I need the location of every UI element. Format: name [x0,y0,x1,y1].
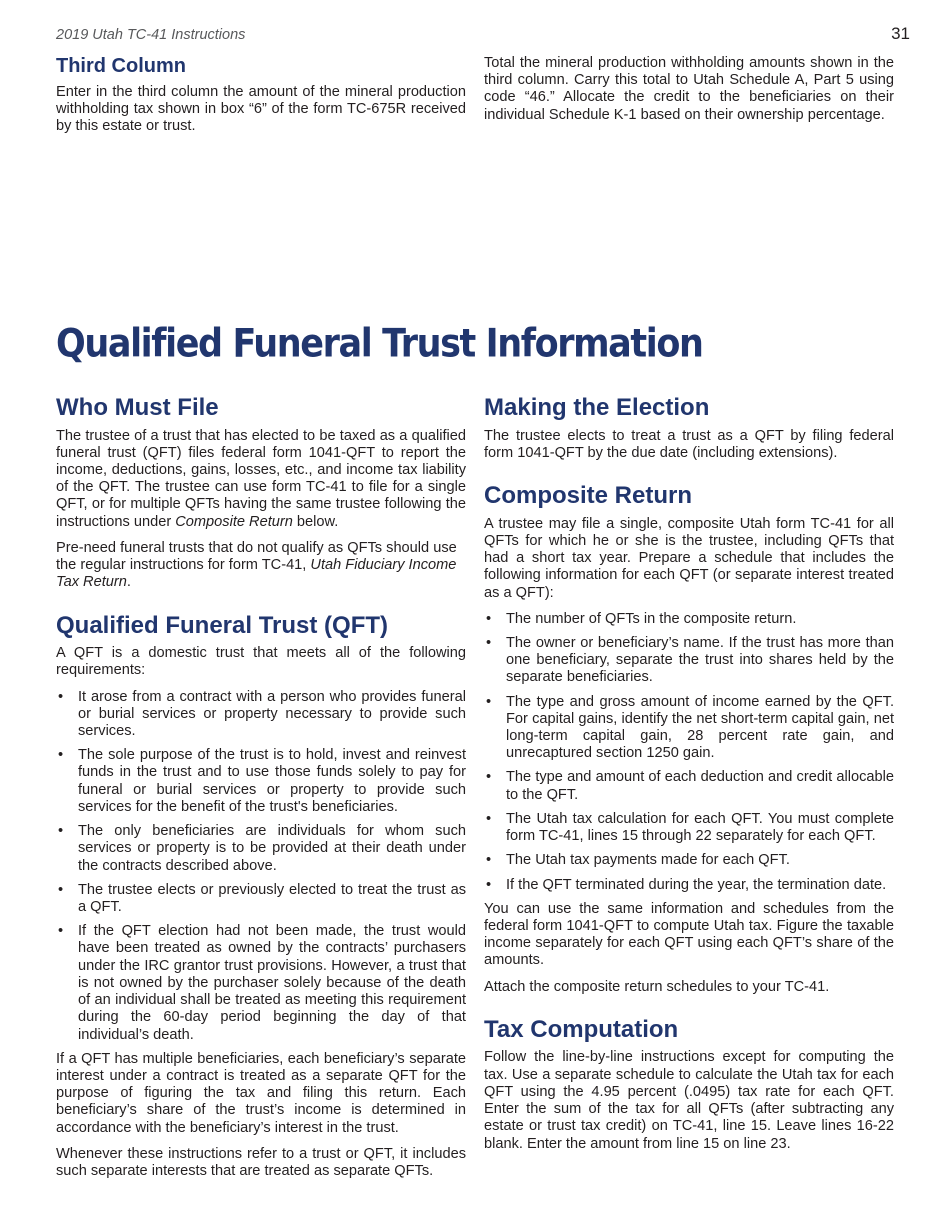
list-item: • The trustee elects or previously elected to treat the trust as a QFT. [56,882,466,916]
page-number: 31 [891,24,910,43]
same-information-paragraph: You can use the same information and schedules from the federal form 1041-QFT to compute Utah tax. Figure the taxable income separately for each QFT using each QFT’s share of the amounts. [484,900,894,969]
list-item: • The owner or beneficiary’s name. If the trust has more than one beneficiary, separate the trust into shares held by the separate beneficiaries. [484,635,894,687]
total-text: Total the mineral production withholding amounts shown in the third column. Carry this total to Utah Schedule A, Part 5 using code “46.” Allocate the credit to the beneficiaries on their individual Schedule K-1 based on their ownership percentage. [484,55,894,123]
page-title: Qualified Funeral Trust Information [56,322,703,367]
tax-computation-heading: Tax Computation [484,1015,679,1043]
making-election-text: The trustee elects to treat a trust as a QFT by filing federal form 1041-QFT by the due date (including extensions). [484,427,894,461]
list-item: • The only beneficiaries are individuals for whom such services or property is to be provided at their death under the contracts described above. [56,823,466,875]
right-column [484,394,894,1162]
who-must-file-paragraph: The trustee of a trust that has elected to be taxed as a qualified funeral trust (QFT) files federal form 1041-QFT to report the income, deductions, gains, losses, etc., and income tax liability of the QFT. The trustee can use form TC-41 to file for a single QFT, or for multiple QFTs having the same trustee following the instructions under Composite Return below. [56,427,466,530]
list-item: • The Utah tax calculation for each QFT. You must complete form TC-41, lines 15 through 22 separately for each QFT. [484,811,894,845]
pre-need-paragraph: Pre-need funeral trusts that do not qualify as QFTs should use the regular instructions for form TC-41, Utah Fiduciary Income Tax Return. [56,539,457,591]
left-column [56,394,466,1189]
separate-interests-paragraph: Whenever these instructions refer to a trust or QFT, it includes such separate interests that are treated as separate QFTs. [56,1145,466,1180]
list-item: • The Utah tax payments made for each QFT. [484,852,894,869]
making-election-heading: Making the Election [484,394,710,421]
composite-return-heading: Composite Return [484,482,693,510]
third-column-section [56,55,466,145]
qft-heading: Qualified Funeral Trust (QFT) [56,611,389,639]
qft-requirements-list [56,689,466,1044]
list-item: • It arose from a contract with a person who provides funeral or burial services or property necessary to provide such services. [56,689,466,741]
total-section [484,55,894,133]
list-item: • If the QFT terminated during the year, the termination date. [484,877,894,894]
list-item: • The sole purpose of the trust is to hold, invest and reinvest funds in the trust and to use those funds solely to pay for funeral or burial services or property to provide such services for the benefit of the trust's beneficiaries. [56,747,466,816]
who-must-file-heading: Who Must File [56,394,219,421]
list-item: • The number of QFTs in the composite return. [484,611,894,628]
composite-schedule-list [484,611,894,894]
running-header: 2019 Utah TC-41 Instructions [56,27,246,43]
tax-computation-text: Follow the line-by-line instructions except for computing the tax. Use a separate schedule to calculate the Utah tax for each QFT using the 4.95 percent (.0495) tax rate for each QFT. Enter the sum of the tax for all QFTs (after subtracting any estate or trust tax credit) on TC-41, line 15. Leave lines 16-22 blank. Enter the amount from line 15 on line 23. [484,1049,894,1152]
third-column-text: Enter in the third column the amount of the mineral production withholding tax shown in box “6” of the form TC-675R received by this estate or trust. [56,84,466,135]
list-item: • The type and amount of each deduction and credit allocable to the QFT. [484,769,894,803]
multiple-beneficiaries-paragraph: If a QFT has multiple beneficiaries, each beneficiary’s separate interest under a contract is treated as a separate QFT for the purpose of figuring the tax and filing this return. Each beneficiary’s share of the trust’s income is determined in accordance with the beneficiary’s interest in the trust. [56,1050,466,1136]
third-column-heading: Third Column [56,55,186,77]
attach-schedules-paragraph: Attach the composite return schedules to your TC-41. [484,978,830,995]
qft-intro: A QFT is a domestic trust that meets all of the following requirements: [56,645,466,679]
list-item: • The type and gross amount of income earned by the QFT. For capital gains, identify the net short-term capital gain, net long-term capital gain, 28 percent rate gain, and unrecaptured section 1250 gain. [484,694,894,763]
list-item: • If the QFT election had not been made, the trust would have been treated as owned by the contracts’ purchasers under the IRC grantor trust provisions. However, a trust that is not owned by the purchaser solely because of the death of an individual shall be treated as meeting this requirement during the 60-day period beginning the day of that individual’s death. [56,923,466,1044]
composite-intro: A trustee may file a single, composite Utah form TC-41 for all QFTs for which he or she is the trustee, including QFTs that had a short tax year. Prepare a schedule that includes the following information for each QFT (or separate interest treated as a QFT): [484,515,894,601]
